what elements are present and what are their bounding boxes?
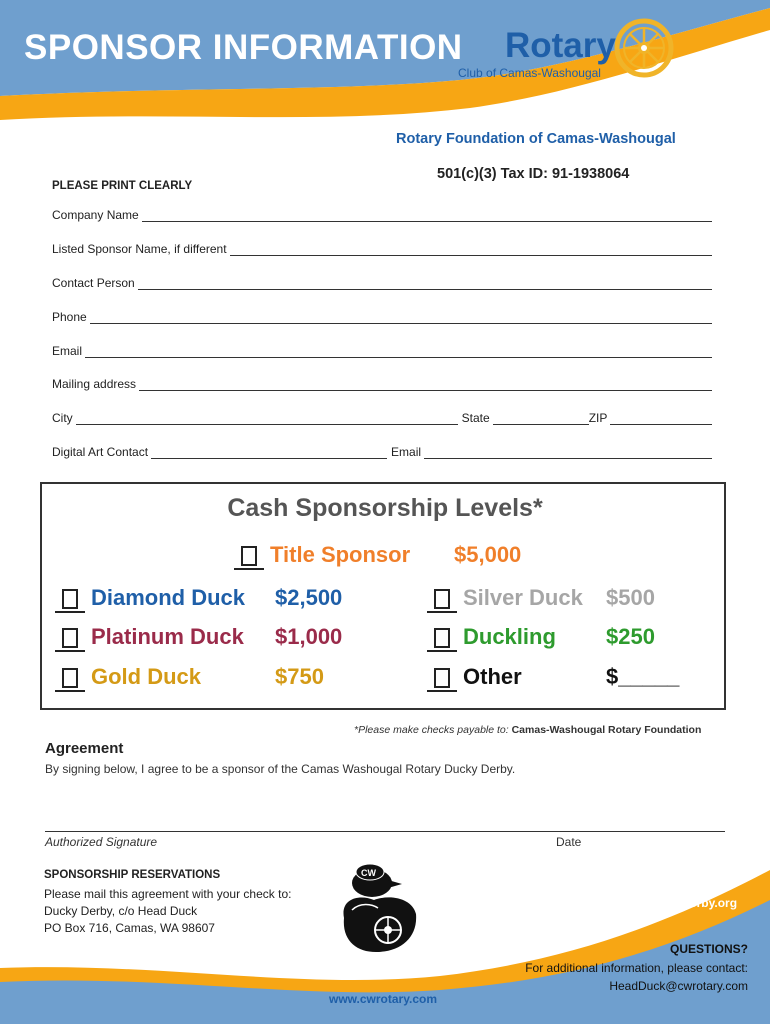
- level-name: Diamond Duck: [91, 585, 246, 610]
- rotary-logo-text: Rotary: [505, 26, 616, 65]
- level-name: Silver Duck: [463, 585, 583, 610]
- field-line[interactable]: [139, 378, 712, 391]
- other-amount-blank[interactable]: $_____: [606, 664, 680, 689]
- foundation-name: Rotary Foundation of Camas-Washougal: [396, 131, 676, 147]
- level-silver-duck[interactable]: [427, 585, 583, 611]
- level-amount: $750: [275, 664, 324, 689]
- contact-email-link[interactable]: HeadDuck@cwrotary.com: [609, 979, 748, 993]
- state-line[interactable]: [493, 412, 589, 425]
- field-label: Listed Sponsor Name, if different: [52, 242, 227, 256]
- reservations-heading: SPONSORSHIP RESERVATIONS: [44, 869, 221, 881]
- level-amount: $5,000: [454, 542, 522, 567]
- email-field[interactable]: [52, 344, 712, 358]
- level-title-sponsor[interactable]: [234, 542, 410, 568]
- field-line[interactable]: [138, 277, 712, 290]
- page-title: SPONSOR INFORMATION: [24, 28, 463, 67]
- listed-sponsor-field[interactable]: [52, 242, 712, 256]
- payable-to: Camas-Washougal Rotary Foundation: [511, 724, 702, 736]
- payable-prefix: *Please make checks payable to:: [354, 724, 509, 736]
- print-clearly-note: PLEASE PRINT CLEARLY: [52, 180, 193, 192]
- signature-line[interactable]: [45, 831, 725, 832]
- field-label: Company Name: [52, 208, 139, 222]
- checkbox[interactable]: [427, 589, 457, 611]
- level-amount: $1,000: [275, 624, 343, 649]
- checkbox[interactable]: [427, 628, 457, 650]
- digital-art-contact-field[interactable]: [52, 445, 712, 459]
- city-state-zip-field[interactable]: [52, 411, 712, 425]
- field-label: City: [52, 411, 73, 425]
- mailing-address-field[interactable]: [52, 377, 712, 391]
- agreement-heading: Agreement: [45, 740, 124, 757]
- checkbox[interactable]: [55, 668, 85, 690]
- levels-title: Cash Sponsorship Levels*: [227, 494, 543, 522]
- reservations-line: PO Box 716, Camas, WA 98607: [44, 921, 215, 935]
- rotary-club-name: Club of Camas-Washougal: [458, 66, 601, 80]
- rubber-duck-logo: [330, 858, 430, 958]
- signature-label: Authorized Signature: [45, 835, 158, 849]
- contact-person-field[interactable]: [52, 276, 712, 290]
- reservations-line: Ducky Derby, c/o Head Duck: [44, 904, 198, 918]
- level-name: Other: [463, 664, 522, 689]
- field-line[interactable]: [85, 345, 712, 358]
- cwrotary-link[interactable]: www.cwrotary.com: [328, 992, 438, 1006]
- level-gold-duck[interactable]: [55, 664, 201, 690]
- date-label: Date: [556, 835, 582, 849]
- checkbox[interactable]: [55, 589, 85, 611]
- svg-text:CW: CW: [361, 868, 376, 878]
- website-link[interactable]: www.duckyderby.org: [617, 896, 738, 910]
- field-label: Phone: [52, 310, 87, 324]
- contact-text: For additional information, please contact:: [525, 961, 748, 975]
- zip-line[interactable]: [610, 412, 712, 425]
- level-name: Title Sponsor: [270, 542, 411, 567]
- level-diamond-duck[interactable]: [55, 585, 245, 611]
- zip-label: ZIP: [588, 411, 608, 425]
- level-duckling[interactable]: [427, 624, 556, 650]
- digital-email-line[interactable]: [424, 446, 712, 459]
- reservations-line: Please mail this agreement with your check to:: [44, 887, 292, 901]
- payable-note: [354, 724, 701, 736]
- digital-art-line[interactable]: [151, 446, 387, 459]
- level-name: Platinum Duck: [91, 624, 244, 649]
- field-line[interactable]: [90, 311, 712, 324]
- checkbox[interactable]: [55, 628, 85, 650]
- tax-id: 501(c)(3) Tax ID: 91-1938064: [437, 166, 630, 182]
- questions-heading: QUESTIONS?: [669, 942, 748, 956]
- level-other[interactable]: [427, 664, 522, 690]
- field-label: Contact Person: [52, 276, 135, 290]
- agreement-text: By signing below, I agree to be a sponsor of the Camas Washougal Rotary Ducky Derby.: [45, 762, 516, 776]
- level-platinum-duck[interactable]: [55, 624, 244, 650]
- field-label: Email: [52, 344, 83, 358]
- field-label: Mailing address: [52, 377, 137, 391]
- level-amount: $2,500: [275, 585, 343, 610]
- checkbox[interactable]: [234, 546, 264, 568]
- level-amount: $250: [606, 624, 655, 649]
- phone-field[interactable]: [52, 310, 712, 324]
- field-label: Digital Art Contact: [52, 445, 149, 459]
- rotary-wheel-icon: [614, 18, 674, 78]
- field-line[interactable]: [230, 243, 712, 256]
- email-label: Email: [391, 445, 422, 459]
- field-line[interactable]: [142, 209, 712, 222]
- state-label: State: [461, 411, 490, 425]
- level-amount: $500: [606, 585, 655, 610]
- city-line[interactable]: [76, 412, 458, 425]
- level-name: Duckling: [463, 624, 556, 649]
- level-name: Gold Duck: [91, 664, 202, 689]
- checkbox[interactable]: [427, 668, 457, 690]
- company-name-field[interactable]: [52, 208, 712, 222]
